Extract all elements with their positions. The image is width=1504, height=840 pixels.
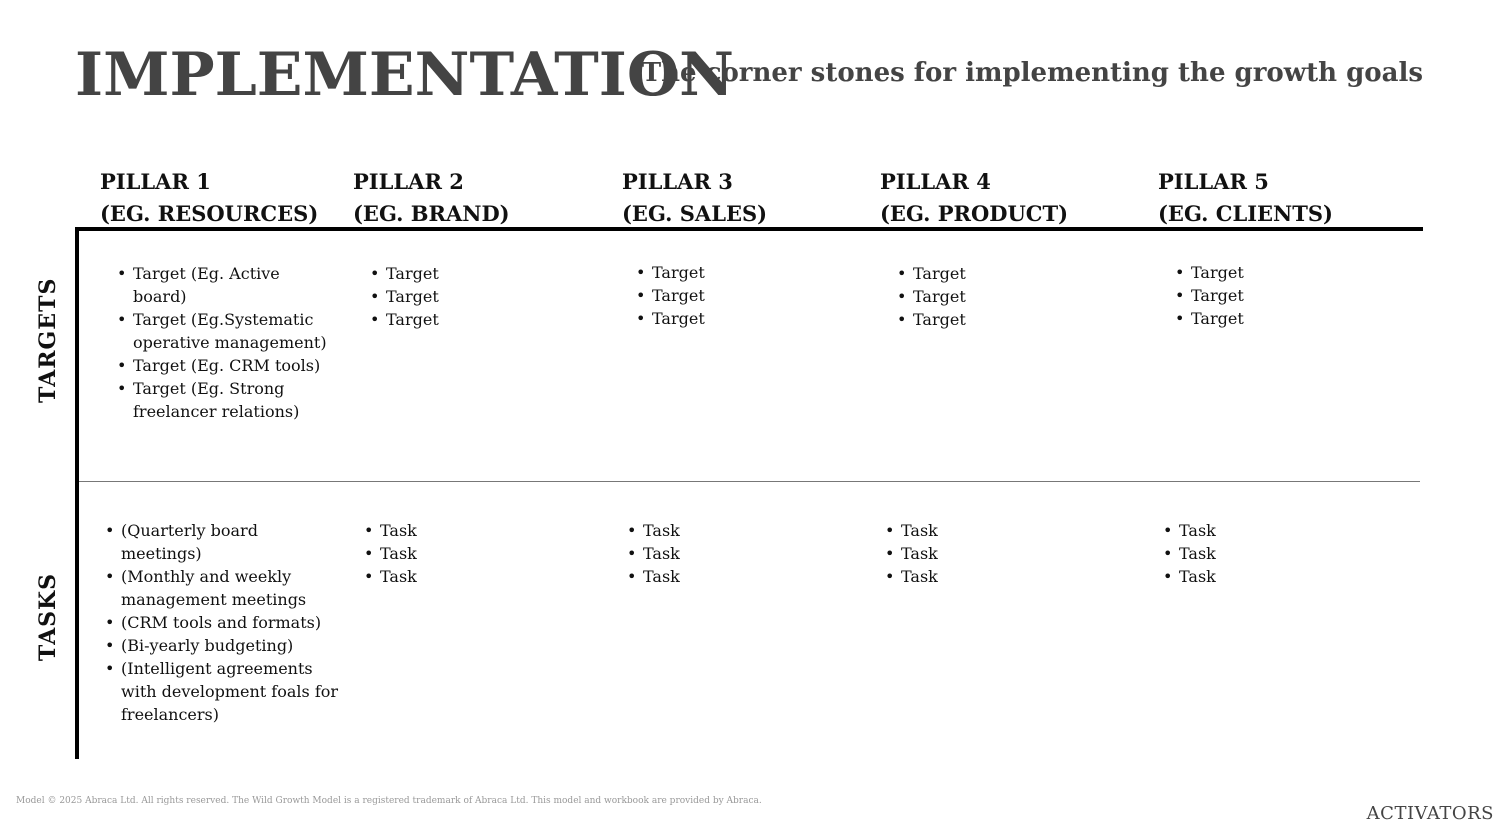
list-item: • Task [364, 542, 564, 565]
pillar-example: (EG. PRODUCT) [880, 201, 1069, 226]
list-item: • Target (Eg. CRM tools) [117, 354, 329, 377]
pillar-header-4 [880, 166, 1068, 230]
pillar-name: PILLAR 3 [622, 169, 733, 194]
list-item: • Target [370, 262, 570, 285]
tasks-cell-1 [105, 519, 341, 726]
pillar-header-2 [353, 166, 510, 230]
targets-cell-3 [636, 261, 836, 330]
list-item: • Task [627, 519, 827, 542]
list-item: • Task [364, 519, 564, 542]
pillar-name: PILLAR 4 [880, 169, 991, 194]
targets-cell-2 [370, 262, 570, 331]
list-item: • Target [1175, 261, 1375, 284]
copyright-notice: Model © 2025 Abraca Ltd. All rights reserved. The Wild Growth Model is a registered trademark of Abraca Ltd. This model and workbook are provided by Abraca. [16, 796, 762, 806]
list-item: • (Intelligent agreements with development foals for freelancers) [105, 657, 341, 726]
row-label-targets: TARGETS [35, 277, 61, 403]
pillar-example: (EG. BRAND) [353, 201, 510, 226]
list-item: • Task [1163, 519, 1363, 542]
list-item: • Target [636, 307, 836, 330]
list-item: • Task [885, 519, 1085, 542]
list-item: • Target [636, 284, 836, 307]
pillar-example: (EG. SALES) [622, 201, 768, 226]
list-item: • (CRM tools and formats) [105, 611, 341, 634]
pillar-header-3 [622, 166, 767, 230]
list-item: • Target [897, 308, 1097, 331]
page-title: IMPLEMENTATION [75, 40, 734, 110]
list-item: • Target [1175, 284, 1375, 307]
section-label: ACTIVATORS [1366, 803, 1494, 824]
page-subtitle: The corner stones for implementing the growth goals [641, 58, 1423, 88]
list-item: • (Quarterly board meetings) [105, 519, 341, 565]
list-item: • Target [636, 261, 836, 284]
tasks-cell-2 [364, 519, 564, 588]
list-item: • Task [885, 565, 1085, 588]
list-item: • Task [1163, 565, 1363, 588]
targets-cell-1 [117, 262, 329, 423]
pillar-example: (EG. RESOURCES) [100, 201, 319, 226]
tasks-cell-3 [627, 519, 827, 588]
pillar-name: PILLAR 2 [353, 169, 464, 194]
list-item: • Task [364, 565, 564, 588]
list-item: • Target [1175, 307, 1375, 330]
list-item: • Target (Eg.Systematic operative management) [117, 308, 329, 354]
list-item: • Task [1163, 542, 1363, 565]
list-item: • Target [370, 308, 570, 331]
list-item: • Task [627, 565, 827, 588]
row-label-tasks: TASKS [35, 572, 61, 662]
header-divider [75, 227, 1423, 231]
list-item: • Task [627, 542, 827, 565]
row-label-divider [75, 227, 79, 759]
tasks-cell-4 [885, 519, 1085, 588]
list-item: • Target [897, 262, 1097, 285]
pillar-name: PILLAR 5 [1158, 169, 1269, 194]
pillar-header-1 [100, 166, 318, 230]
row-divider [79, 481, 1420, 482]
list-item: • Target [370, 285, 570, 308]
list-item: • Target (Eg. Strong freelancer relations) [117, 377, 329, 423]
list-item: • Target [897, 285, 1097, 308]
pillar-header-5 [1158, 166, 1333, 230]
pillar-name: PILLAR 1 [100, 169, 211, 194]
list-item: • Task [885, 542, 1085, 565]
list-item: • Target (Eg. Active board) [117, 262, 329, 308]
list-item: • (Bi-yearly budgeting) [105, 634, 341, 657]
pillar-example: (EG. CLIENTS) [1158, 201, 1333, 226]
list-item: • (Monthly and weekly management meetings [105, 565, 341, 611]
tasks-cell-5 [1163, 519, 1363, 588]
targets-cell-5 [1175, 261, 1375, 330]
targets-cell-4 [897, 262, 1097, 331]
